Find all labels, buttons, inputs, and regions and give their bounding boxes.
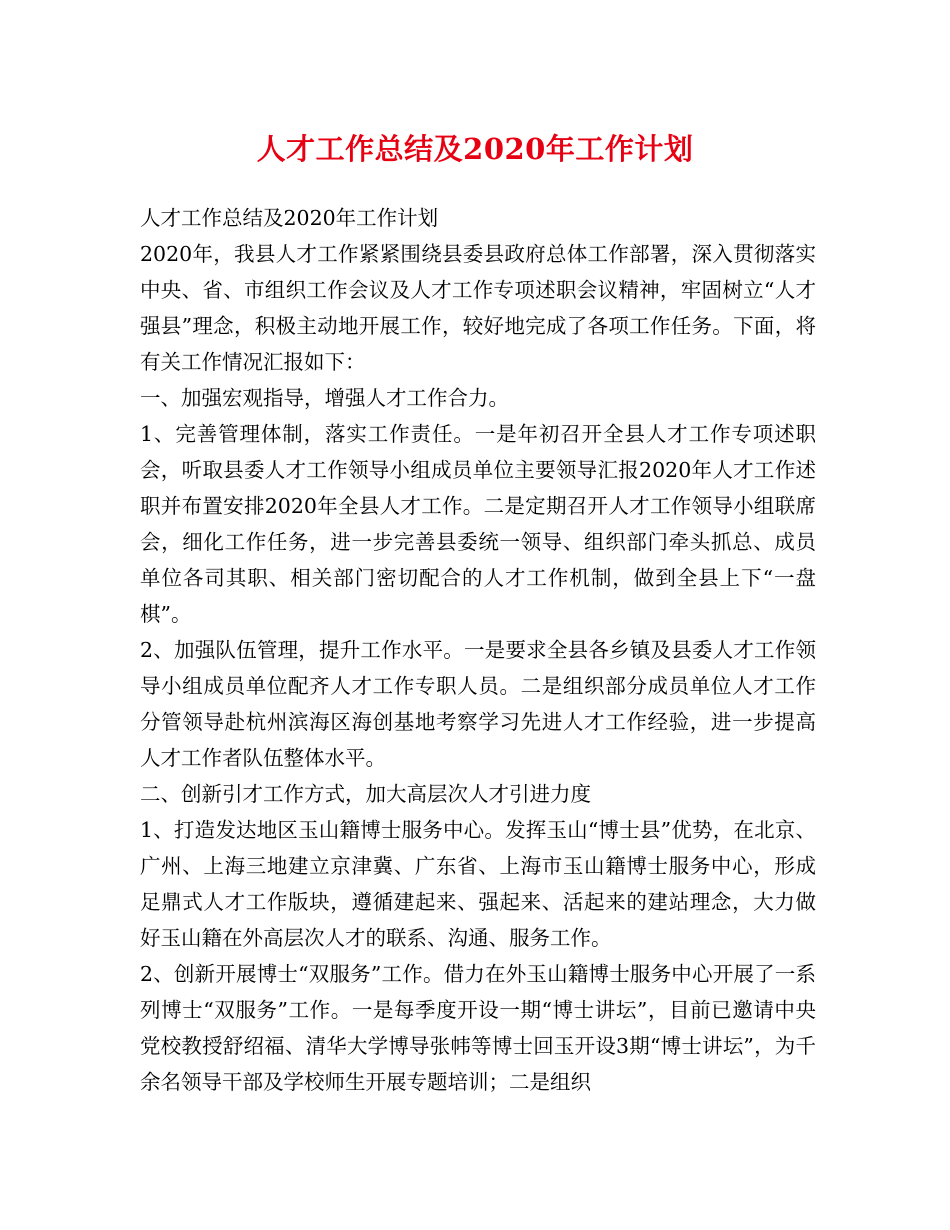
document-title: 人才工作总结及2020年工作计划 — [256, 132, 694, 166]
paragraph-1-1: 1、完善管理体制，落实工作责任。一是年初召开全县人才工作专项述职会，听取县委人才工作领导小组成员单位主要领导汇报2020年人才工作述职并布置安排2020年全县人才工作。二是定期召开人才工作领导小组联席会，细化工作任务，进一步完善县委统一领导、组织部门牵头抓总、成员单位各司其职、相关部门密切配合的人才工作机制，做到全县上下“一盘棋”。 — [140, 422, 816, 626]
paragraph-2-1: 1、打造发达地区玉山籍博士服务中心。发挥玉山“博士县”优势，在北京、广州、上海三地建立京津冀、广东省、上海市玉山籍博士服务中心，形成足鼎式人才工作版块，遵循建起来、强起来、活起来的建站理念，大力做好玉山籍在外高层次人才的联系、沟通、服务工作。 — [140, 818, 816, 950]
section-heading-2: 二、创新引才工作方式，加大高层次人才引进力度 — [140, 782, 591, 806]
section-heading-1: 一、加强宏观指导，增强人才工作合力。 — [140, 386, 509, 410]
paragraph-2-2: 2、创新开展博士“双服务”工作。借力在外玉山籍博士服务中心开展了一系列博士“双服务”工作。一是每季度开设一期“博士讲坛”，目前已邀请中央党校教授舒绍福、清华大学博导张帏等博士回玉开设3期“博士讲坛”，为千余名领导干部及学校师生开展专题培训；二是组织 — [140, 962, 816, 1094]
paragraph-1-2: 2、加强队伍管理，提升工作水平。一是要求全县各乡镇及县委人才工作领导小组成员单位配齐人才工作专职人员。二是组织部分成员单位人才工作分管领导赴杭州滨海区海创基地考察学习先进人才工作经验，进一步提高人才工作者队伍整体水平。 — [140, 638, 816, 770]
paragraph-intro: 2020年，我县人才工作紧紧围绕县委县政府总体工作部署，深入贯彻落实中央、省、市组织工作会议及人才工作专项述职会议精神，牢固树立“人才强县”理念，积极主动地开展工作，较好地完成了各项工作任务。下面，将有关工作情况汇报如下： — [140, 242, 816, 374]
document-body — [140, 200, 816, 1100]
paragraph-subtitle: 人才工作总结及2020年工作计划 — [140, 206, 439, 230]
